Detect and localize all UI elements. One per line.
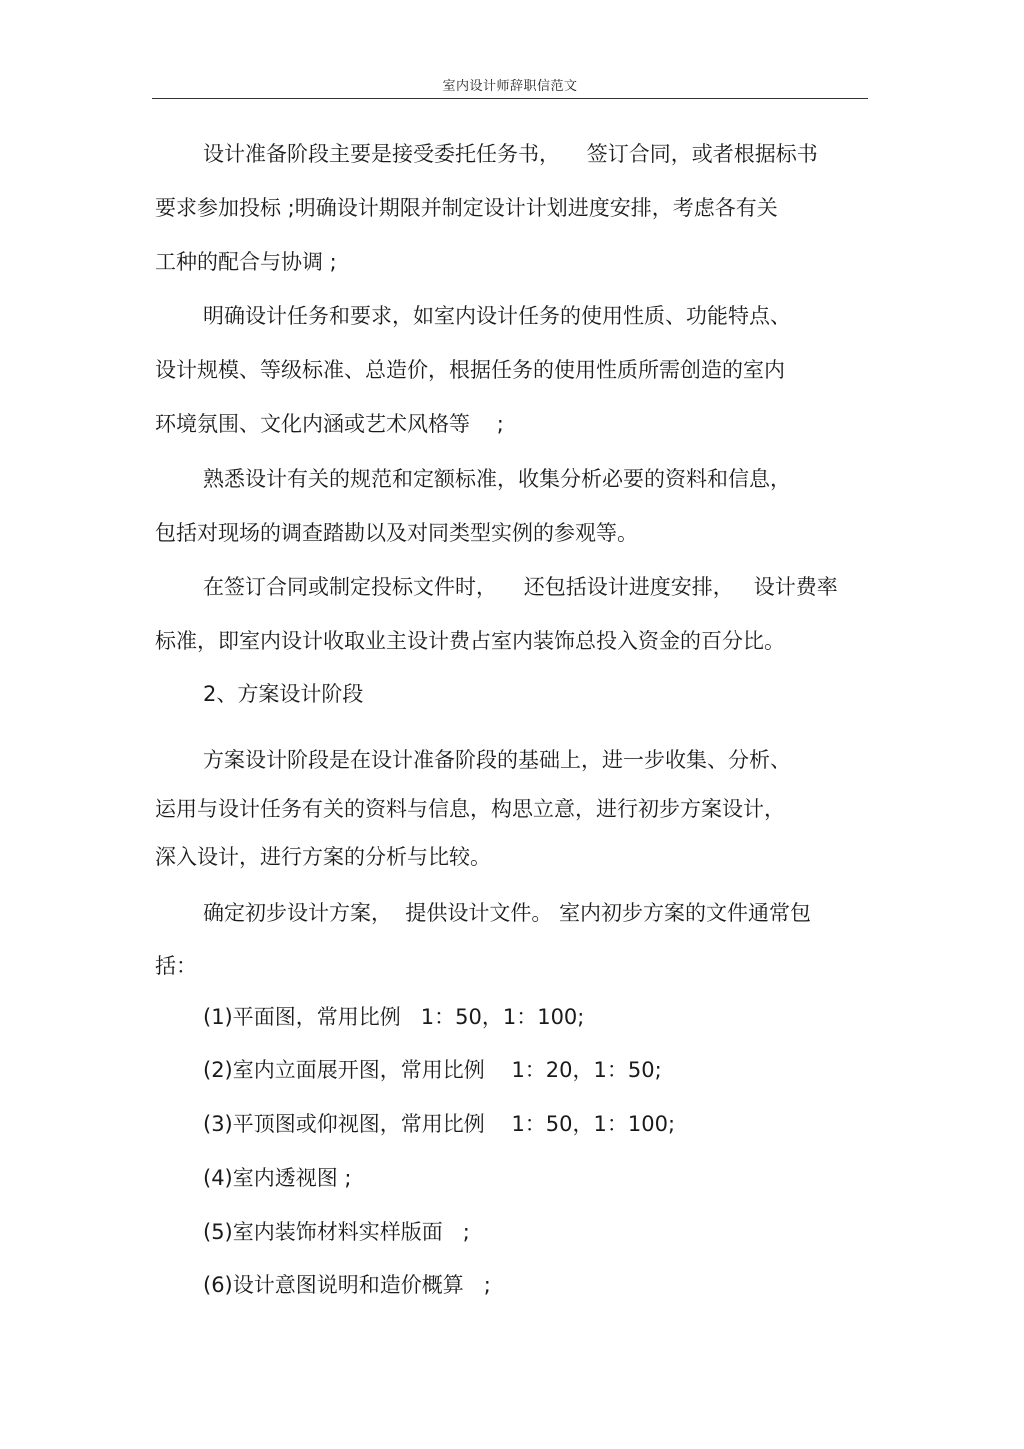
- paragraph-line: 环境氛围、文化内涵或艺术风格等 ;: [155, 412, 504, 436]
- paragraph-line: 确定初步设计方案， 提供设计文件。 室内初步方案的文件通常包: [203, 901, 812, 925]
- list-item: (5)室内装饰材料实样版面 ;: [203, 1220, 470, 1244]
- paragraph-line: 标准，即室内设计收取业主设计费占室内装饰总投入资金的百分比。: [155, 629, 785, 653]
- paragraph-line: 明确设计任务和要求，如室内设计任务的使用性质、功能特点、: [203, 304, 791, 328]
- section-heading: 2、方案设计阶段: [203, 682, 364, 706]
- header-divider: [152, 98, 868, 99]
- list-item: (2)室内立面展开图，常用比例 1：20，1：50;: [203, 1058, 662, 1082]
- paragraph-line: 设计准备阶段主要是接受委托任务书， 签订合同，或者根据标书: [203, 142, 818, 166]
- paragraph-line: 包括对现场的调查踏勘以及对同类型实例的参观等。: [155, 521, 638, 545]
- paragraph-line: 工种的配合与协调 ;: [155, 250, 337, 274]
- paragraph-line: 运用与设计任务有关的资料与信息，构思立意，进行初步方案设计，: [155, 797, 785, 821]
- paragraph-line: 括：: [155, 954, 197, 978]
- paragraph-line: 方案设计阶段是在设计准备阶段的基础上，进一步收集、分析、: [203, 748, 791, 772]
- paragraph-line: 深入设计，进行方案的分析与比较。: [155, 845, 491, 869]
- paragraph-line: 在签订合同或制定投标文件时， 还包括设计进度安排， 设计费率: [203, 575, 838, 599]
- list-item: (3)平顶图或仰视图，常用比例 1：50，1：100;: [203, 1112, 676, 1136]
- list-item: (4)室内透视图 ;: [203, 1166, 352, 1190]
- page-header-title: 室内设计师辞职信范文: [442, 79, 578, 94]
- paragraph-line: 熟悉设计有关的规范和定额标准，收集分析必要的资料和信息，: [203, 467, 791, 491]
- list-item: (6)设计意图说明和造价概算 ;: [203, 1273, 491, 1297]
- paragraph-line: 要求参加投标 ;明确设计期限并制定设计计划进度安排，考虑各有关: [155, 196, 778, 220]
- list-item: (1)平面图，常用比例 1：50，1：100;: [203, 1005, 585, 1029]
- paragraph-line: 设计规模、等级标准、总造价，根据任务的使用性质所需创造的室内: [155, 358, 785, 382]
